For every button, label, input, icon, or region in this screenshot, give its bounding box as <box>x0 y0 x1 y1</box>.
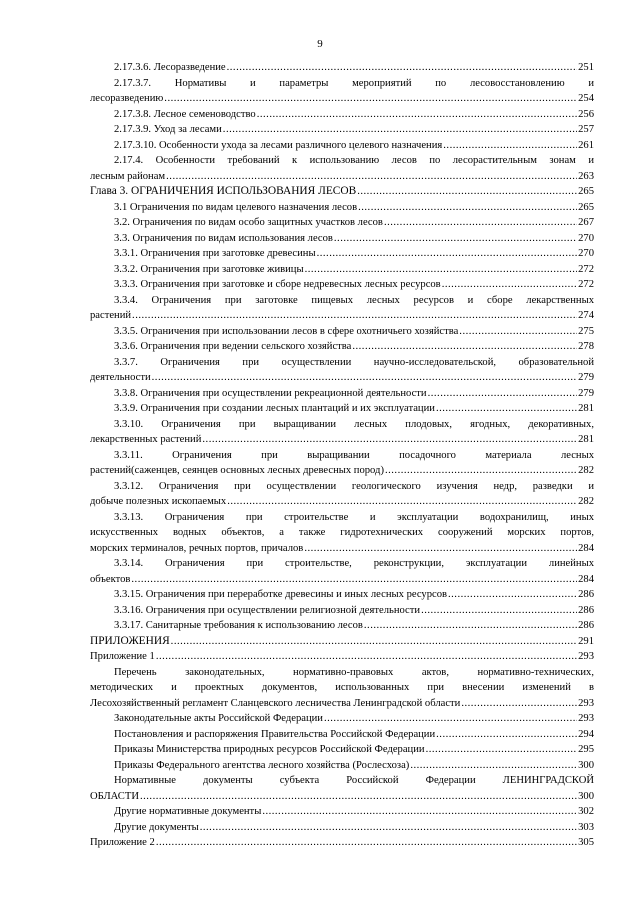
toc-entry[interactable] <box>90 541 594 557</box>
dot-leader <box>166 169 577 185</box>
dot-leader <box>262 804 577 820</box>
toc-entry[interactable] <box>90 711 594 727</box>
toc-entry-continued[interactable]: 3.3.11. Ограничения при выращивании посадочного материала лесных <box>114 449 594 461</box>
dot-leader <box>436 727 577 743</box>
dot-leader <box>227 60 577 76</box>
toc-entry-page: 284 <box>578 573 594 585</box>
dot-leader <box>357 184 577 200</box>
toc-entry-title: лесоразведению <box>90 93 164 104</box>
toc-entry-title: деятельности <box>90 372 151 383</box>
dot-leader <box>421 603 577 619</box>
toc-entry-page: 293 <box>578 651 594 662</box>
toc-entry-title: 2.17.3.6. Лесоразведение <box>114 62 226 73</box>
dot-leader <box>317 246 578 262</box>
toc-entry-title: лесным районам <box>90 170 166 182</box>
toc-entry-title: Приложение 2 <box>90 837 155 848</box>
dot-leader <box>384 215 577 231</box>
toc-entry-title: 3.3.5. Ограничения при использовании лесов в сфере охотничьего хозяйства <box>114 325 459 337</box>
dot-leader <box>364 618 577 634</box>
toc-entry-title: Глава 3. ОГРАНИЧЕНИЯ ИСПОЛЬЗОВАНИЯ ЛЕСОВ <box>90 185 357 197</box>
toc-entry[interactable] <box>90 835 594 851</box>
toc-entry-continued[interactable]: 3.3.7. Ограничения при осуществлении научно-исследовательской, образовательной <box>114 356 594 368</box>
toc-entry[interactable] <box>90 339 594 355</box>
toc-entry-title: Другие нормативные документы <box>114 806 262 817</box>
toc-entry-page: 278 <box>578 341 594 352</box>
toc-entry-title: 3.1 Ограничения по видам целевого назначения лесов <box>114 201 358 213</box>
toc-entry-page: 284 <box>578 542 594 554</box>
toc-entry[interactable] <box>90 138 594 154</box>
toc-entry-title: растений <box>90 310 132 321</box>
dot-leader <box>152 370 577 386</box>
toc-entry-continued[interactable]: 3.3.10. Ограничения при выращивании лесных плодовых, ягодных, декоративных, <box>114 418 594 430</box>
dot-leader <box>461 696 577 712</box>
toc-entry-title: 2.17.3.8. Лесное семеноводство <box>114 108 256 120</box>
toc-entry[interactable] <box>90 107 594 123</box>
page-number: 9 <box>317 38 323 50</box>
dot-leader <box>448 587 577 603</box>
toc-entry[interactable] <box>90 587 594 603</box>
dot-leader <box>352 339 577 355</box>
toc-entry-title: 3.3.9. Ограничения при создании лесных плантаций и их эксплуатации <box>114 403 435 414</box>
toc-entry[interactable] <box>90 308 594 324</box>
toc-entry-page: 279 <box>578 387 594 399</box>
toc-entry-continued[interactable]: 3.3.4. Ограничения при заготовке пищевых лесных ресурсов и сборе лекарственных <box>114 294 594 306</box>
toc-entry[interactable] <box>90 401 594 417</box>
toc-entry-page: 281 <box>578 403 594 414</box>
toc-entry-title: морских терминалов, речных портов, причалов <box>90 542 304 554</box>
toc-entry-page: 265 <box>578 186 594 197</box>
toc-entry-title: Постановления и распоряжения Правительства Российской Федерации <box>114 728 436 740</box>
toc-entry[interactable] <box>90 820 594 836</box>
toc-entry-page: 279 <box>578 372 594 383</box>
toc-entry-title: растений(саженцев, сеянцев основных лесных древесных пород) <box>90 465 384 476</box>
toc-entry[interactable] <box>90 386 594 402</box>
toc-entry-page: 254 <box>578 93 594 104</box>
toc-entry-page: 257 <box>578 124 594 135</box>
toc-entry-title: 3.3.2. Ограничения при заготовке живицы <box>114 263 304 275</box>
dot-leader <box>156 649 577 665</box>
toc-entry-page: 261 <box>578 139 594 151</box>
toc-entry-continued[interactable]: 3.3.12. Ограничения при осуществлении геологического изучения недр, разведки и <box>114 480 594 492</box>
dot-leader <box>324 711 577 727</box>
toc-entry-continued[interactable]: Нормативные документы субъекта Российской Федерации ЛЕНИНГРАДСКОЙ <box>114 775 594 786</box>
toc-entry-page: 272 <box>578 263 594 275</box>
toc-entry-title: 2.17.3.10. Особенности ухода за лесами различного целевого назначения <box>114 139 443 151</box>
dot-leader <box>171 634 577 650</box>
toc-entry[interactable] <box>90 696 594 712</box>
toc-entry-title: Приложение 1 <box>90 651 155 662</box>
dot-leader <box>304 541 577 557</box>
toc-entry[interactable] <box>90 370 594 386</box>
toc-entry-title: 3.3. Ограничения по видам использования лесов <box>114 232 333 244</box>
toc-entry-title: ОБЛАСТИ <box>90 790 139 802</box>
toc-entry-page: 286 <box>578 604 594 616</box>
toc-entry-page: 270 <box>578 248 594 259</box>
dot-leader <box>443 138 577 154</box>
toc-entry-page: 282 <box>578 465 594 476</box>
toc-entry-page: 303 <box>578 821 594 833</box>
toc-entry-page: 286 <box>578 589 594 600</box>
toc-entry-title: добыче полезных ископаемых <box>90 496 227 507</box>
toc-entry-title: 3.3.6. Ограничения при ведении сельского хозяйства <box>114 341 352 352</box>
dot-leader <box>436 401 577 417</box>
toc-entry[interactable] <box>90 324 594 340</box>
toc-entry-page: 274 <box>578 310 594 321</box>
dot-leader <box>428 386 578 402</box>
toc-entry-page: 270 <box>578 232 594 244</box>
toc-entry[interactable] <box>90 184 594 200</box>
toc-entry[interactable] <box>90 804 594 820</box>
toc-entry-continued[interactable]: 2.17.4. Особенности требований к использованию лесов по лесорастительным зонам и <box>114 155 594 166</box>
toc-entry[interactable] <box>90 277 594 293</box>
toc-entry-title: Законодательные акты Российской Федерации <box>114 713 323 724</box>
toc-entry-title: лекарственных растений <box>90 434 202 445</box>
toc-entry[interactable] <box>90 742 594 758</box>
dot-leader <box>202 432 577 448</box>
dot-leader <box>131 572 577 588</box>
toc-entry-title: 3.3.15. Ограничения при переработке древесины и иных лесных ресурсов <box>114 589 447 600</box>
toc-entry-page: 286 <box>578 620 594 631</box>
toc-entry-page: 265 <box>578 201 594 213</box>
toc-entry-title: Лесохозяйственный регламент Сланцевского лесничества Ленинградской области <box>90 697 461 709</box>
toc-entry[interactable] <box>90 603 594 619</box>
toc-entry[interactable] <box>90 432 594 448</box>
toc-entry[interactable] <box>90 649 594 665</box>
toc-entry[interactable] <box>90 60 594 76</box>
dot-leader <box>426 742 578 758</box>
toc-entry-page: 272 <box>578 279 594 290</box>
toc-entry-title: 3.3.3. Ограничения при заготовке и сборе недревесных лесных ресурсов <box>114 279 441 290</box>
toc-entry-title: ПРИЛОЖЕНИЯ <box>90 634 170 647</box>
toc-entry-title: 3.2. Ограничения по видам особо защитных участков лесов <box>114 217 383 228</box>
toc-entry-continued[interactable]: 3.3.13. Ограничения при строительстве и эксплуатации водохранилищ, иных <box>114 511 594 523</box>
toc-entry[interactable] <box>90 758 594 774</box>
toc-entry[interactable] <box>90 91 594 107</box>
toc-entry[interactable] <box>90 215 594 231</box>
dot-leader <box>164 91 577 107</box>
toc-entry-title: объектов <box>90 573 131 585</box>
toc-entry-page: 294 <box>578 728 594 740</box>
toc-entry-continued[interactable]: Перечень законодательных, нормативно-правовых актов, нормативно-технических, <box>114 666 594 678</box>
dot-leader <box>227 494 577 510</box>
toc-entry-page: 305 <box>578 837 594 848</box>
toc-entry-page: 256 <box>578 108 594 120</box>
dot-leader <box>257 107 577 123</box>
dot-leader <box>334 231 577 247</box>
toc-entry-title: 3.3.16. Ограничения при осуществлении религиозной деятельности <box>114 604 421 616</box>
dot-leader <box>385 463 577 479</box>
toc-entry-title: 2.17.3.9. Уход за лесами <box>114 124 222 135</box>
toc-entry[interactable] <box>90 122 594 138</box>
toc-entry[interactable] <box>90 231 594 247</box>
toc-entry-continued[interactable]: искусственных водных объектов, а также гидротехнических сооружений морских портов, <box>90 527 594 538</box>
dot-leader <box>132 308 577 324</box>
toc-entry-continued[interactable]: 3.3.14. Ограничения при строительстве, реконструкции, эксплуатации линейных <box>114 558 594 569</box>
table-of-contents <box>90 60 594 851</box>
toc-entry-page: 282 <box>578 496 594 507</box>
toc-entry-title: Приказы Федерального агентства лесного хозяйства (Рослесхоза) <box>114 759 410 771</box>
toc-entry-page: 293 <box>578 697 594 709</box>
dot-leader <box>410 758 577 774</box>
toc-entry[interactable] <box>90 727 594 743</box>
toc-entry[interactable] <box>90 494 594 510</box>
dot-leader <box>442 277 577 293</box>
dot-leader <box>358 200 577 216</box>
toc-entry-title: 3.3.8. Ограничения при осуществлении рекреационной деятельности <box>114 387 427 399</box>
toc-entry-page: 302 <box>578 806 594 817</box>
toc-entry[interactable] <box>90 789 594 805</box>
dot-leader <box>305 262 578 278</box>
toc-entry-page: 251 <box>578 62 594 73</box>
toc-entry-page: 300 <box>578 790 594 802</box>
dot-leader <box>459 324 577 340</box>
toc-entry[interactable] <box>90 246 594 262</box>
toc-entry[interactable] <box>90 618 594 634</box>
toc-entry-title: 3.3.17. Санитарные требования к использованию лесов <box>114 620 363 631</box>
dot-leader <box>223 122 577 138</box>
toc-entry-continued[interactable]: методических и проектных документов, использованных при внесении изменений в <box>90 682 594 693</box>
toc-entry[interactable] <box>90 169 594 185</box>
toc-entry-page: 263 <box>578 170 594 182</box>
toc-entry-title: 3.3.1. Ограничения при заготовке древесины <box>114 248 316 259</box>
toc-entry[interactable] <box>90 200 594 216</box>
toc-entry-page: 291 <box>578 635 594 647</box>
toc-entry[interactable] <box>90 634 594 650</box>
toc-entry-page: 293 <box>578 713 594 724</box>
toc-entry-title: Приказы Министерства природных ресурсов Российской Федерации <box>114 744 425 755</box>
toc-entry-page: 281 <box>578 434 594 445</box>
toc-entry-page: 295 <box>578 744 594 755</box>
dot-leader <box>140 789 577 805</box>
toc-entry-title: Другие документы <box>114 821 199 833</box>
toc-entry-page: 267 <box>578 217 594 228</box>
toc-entry[interactable] <box>90 262 594 278</box>
dot-leader <box>200 820 577 836</box>
toc-entry-page: 275 <box>578 325 594 337</box>
toc-entry[interactable] <box>90 463 594 479</box>
toc-entry-page: 300 <box>578 759 594 771</box>
toc-entry-continued[interactable]: 2.17.3.7. Нормативы и параметры мероприятий по лесовосстановлению и <box>114 77 594 89</box>
toc-entry[interactable] <box>90 572 594 588</box>
dot-leader <box>156 835 577 851</box>
